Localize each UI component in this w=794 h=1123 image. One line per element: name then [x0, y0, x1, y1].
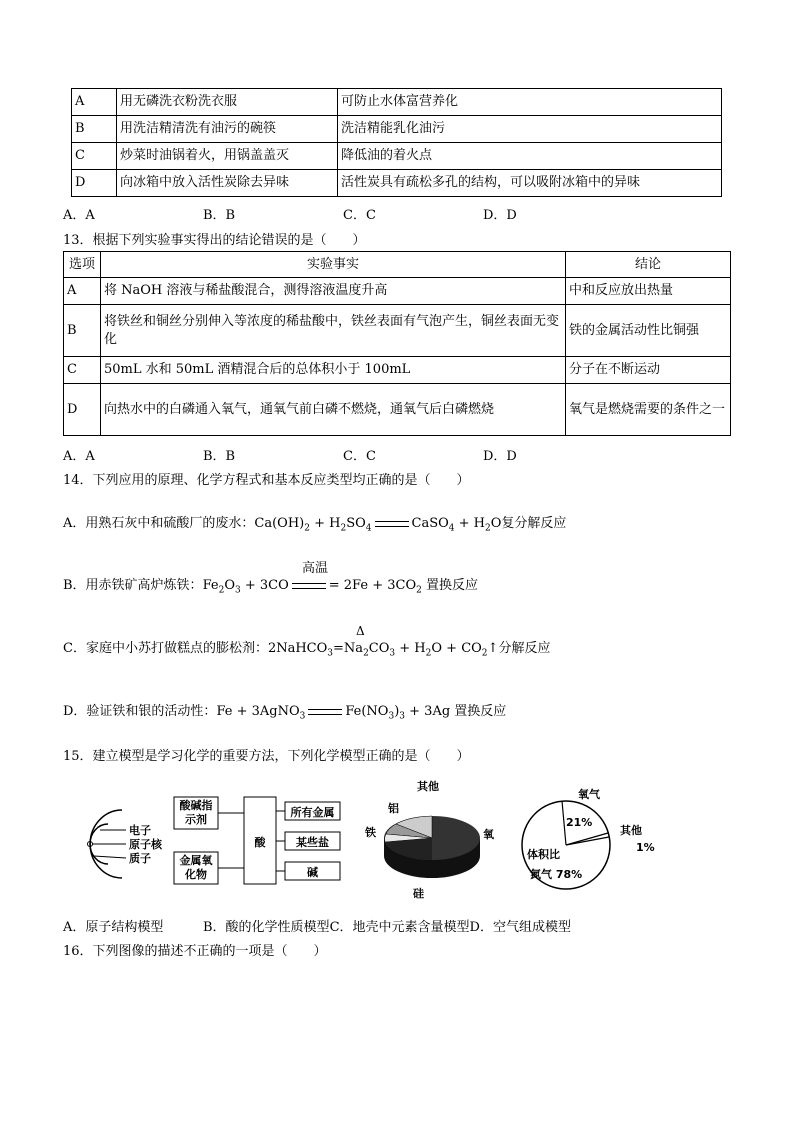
q12-reason: 降低油的着火点: [338, 143, 722, 170]
crust-label-oxygen: 氧: [483, 828, 494, 841]
air-label-other-pct: 1%: [636, 841, 655, 854]
acid-box-metal-oxide: 金属氧化物: [179, 854, 213, 881]
acid-box-acid: 酸: [254, 836, 266, 849]
option-d[interactable]: D．空气组成模型: [469, 920, 571, 935]
crust-label-silicon: 硅: [413, 887, 424, 900]
q13-opt: A: [64, 278, 101, 305]
q13-opt: D: [64, 384, 101, 436]
atom-label-electron: 电子: [129, 824, 151, 837]
option-c[interactable]: C．C: [343, 208, 376, 223]
q13-conclusion: 中和反应放出热量: [566, 278, 731, 305]
option-a[interactable]: A．A: [63, 449, 95, 464]
air-label-nitrogen: 氮气 78%: [530, 868, 583, 881]
option-c[interactable]: C．C: [343, 449, 376, 464]
q15-options: [63, 916, 571, 935]
q13-fact: 将铁丝和铜丝分别伸入等浓度的稀盐酸中，铁丝表面有气泡产生，铜丝表面无变化: [101, 305, 566, 357]
option-c[interactable]: C．地壳中元素含量模型: [329, 920, 470, 935]
q13-opt: B: [64, 305, 101, 357]
q12-opt: C: [72, 143, 117, 170]
q15-stem: 15．建立模型是学习化学的重要方法，下列化学模型正确的是（ ）: [63, 749, 470, 764]
crust-label-aluminum: 铝: [388, 802, 399, 815]
q12-practice: 炒菜时油锅着火，用锅盖盖灭: [117, 143, 338, 170]
q12-opt: B: [72, 116, 117, 143]
q13-header-opt: 选项: [64, 252, 101, 278]
q13-fact: 将 NaOH 溶液与稀盐酸混合，测得溶液温度升高: [101, 278, 566, 305]
q13-stem: 13．根据下列实验事实得出的结论错误的是（ ）: [63, 233, 366, 248]
crust-label-iron: 铁: [365, 826, 376, 839]
option-a[interactable]: A．A: [63, 208, 95, 223]
air-label-other: 其他: [620, 824, 642, 837]
q13-conclusion: 铁的金属活动性比铜强: [566, 305, 731, 357]
q13-opt: C: [64, 357, 101, 384]
q12-table: [71, 88, 722, 197]
q13-conclusion: 分子在不断运动: [566, 357, 731, 384]
option-b[interactable]: B．B: [203, 208, 236, 223]
option-b[interactable]: B．B: [203, 449, 236, 464]
q14-stem: 14．下列应用的原理、化学方程式和基本反应类型均正确的是（ ）: [63, 473, 470, 488]
air-label-oxygen-pct: 21%: [566, 816, 593, 829]
air-label-oxygen: 氧气: [578, 788, 600, 801]
q12-options: [63, 204, 623, 223]
q12-reason: 可防止水体富营养化: [338, 89, 722, 116]
q12-reason: 洗洁精能乳化油污: [338, 116, 722, 143]
acid-box-all-metals: 所有金属: [290, 806, 335, 819]
q13-fact: 50mL 水和 50mL 酒精混合后的总体积小于 100mL: [101, 357, 566, 384]
option-a[interactable]: A．原子结构模型: [63, 920, 164, 935]
crust-label-other: 其他: [417, 780, 439, 793]
q13-fact: 向热水中的白磷通入氧气，通氧气前白磷不燃烧，通氧气后白磷燃烧: [101, 384, 566, 436]
q12-practice: 用无磷洗衣粉洗衣服: [117, 89, 338, 116]
option-d[interactable]: D．D: [483, 208, 517, 223]
acid-box-some-salts: 某些盐: [296, 836, 329, 849]
acid-box-base: 碱: [307, 866, 318, 879]
q14-option-b[interactable]: B．用赤铁矿高炉炼铁：$Fe_2O_3 + 3CO = 2Fe + 3CO_2$ 置换反应: [63, 578, 478, 596]
q12-reason: 活性炭具有疏松多孔的结构，可以吸附冰箱中的异味: [338, 170, 722, 197]
q13-conclusion: 氧气是燃烧需要的条件之一: [566, 384, 731, 436]
option-d[interactable]: D．D: [483, 449, 517, 464]
q14-option-a[interactable]: A．用熟石灰中和硫酸厂的废水：$Ca(OH)_2 + H_2SO_4$ CaSO$_4$ + $H_2O$复分解反应: [63, 516, 567, 534]
q13-table: [63, 251, 731, 436]
q14-c-condition: Δ: [356, 624, 365, 638]
q16-stem: 16．下列图像的描述不正确的一项是（ ）: [63, 944, 327, 959]
q12-opt: A: [72, 89, 117, 116]
acid-box-indicator: 酸碱指示剂: [179, 799, 213, 826]
q13-header-fact: 实验事实: [101, 252, 566, 278]
air-label-volume-ratio: 体积比: [527, 848, 560, 861]
q12-practice: 向冰箱中放入活性炭除去异味: [117, 170, 338, 197]
q12-practice: 用洗洁精清洗有油污的碗筷: [117, 116, 338, 143]
q14-b-condition: 高温: [302, 561, 329, 576]
atom-label-proton: 质子: [129, 852, 151, 865]
atom-label-nucleus: 原子核: [129, 838, 162, 851]
q14-option-c[interactable]: C．家庭中小苏打做糕点的膨松剂：$2NaHCO_3=Na_2CO_3 + H_2O$ + $CO_2↑$分解反应: [63, 641, 551, 659]
q13-header-conclusion: 结论: [566, 252, 731, 278]
q14-option-d[interactable]: D．验证铁和银的活动性：Fe + 3AgNO$_3$ $Fe(NO_3)_3 + 3Ag$ 置换反应: [63, 704, 507, 722]
q13-options: [63, 445, 623, 464]
q12-opt: D: [72, 170, 117, 197]
option-b[interactable]: B．酸的化学性质模型: [203, 920, 330, 935]
